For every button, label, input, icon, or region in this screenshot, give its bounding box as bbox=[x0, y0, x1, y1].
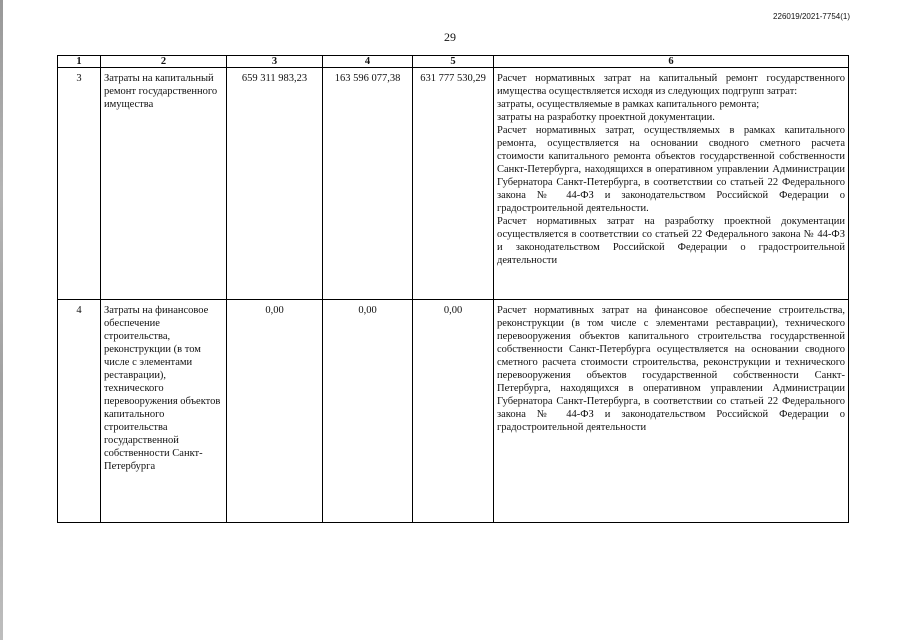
column-header: 5 bbox=[413, 56, 494, 68]
description-paragraph: затраты, осуществляемые в рамках капитального ремонта; bbox=[497, 99, 760, 110]
description-paragraph: затраты на разработку проектной документации. bbox=[497, 112, 715, 123]
value-col3: 0,00 bbox=[227, 300, 323, 523]
cost-table bbox=[57, 55, 849, 523]
description-paragraph: Расчет нормативных затрат, осуществляемых в рамках капитального ремонта, осуществляется на основании сводного сметного расчета стоимости капитального ремонта объектов государственной собственности Санкт-Петербурга, находящихся в оперативном управлении Администрации Губернатора Санкт-Петербурга, в соответствии со статьей 22 Федерального закона № 44-ФЗ и законодательством Российской Федерации о градостроительной деятельности. bbox=[497, 125, 845, 214]
table-row bbox=[58, 300, 849, 523]
value-col5: 631 777 530,29 bbox=[413, 68, 494, 300]
cost-name: Затраты на капитальный ремонт государственного имущества bbox=[101, 68, 227, 300]
column-header: 6 bbox=[494, 56, 849, 68]
description-paragraph: Расчет нормативных затрат на капитальный ремонт государственного имущества осуществляется исходя из следующих подгрупп затрат: bbox=[497, 73, 845, 97]
column-header: 4 bbox=[323, 56, 413, 68]
document-id: 226019/2021-7754(1) bbox=[773, 12, 850, 21]
value-col5: 0,00 bbox=[413, 300, 494, 523]
page-number: 29 bbox=[444, 30, 456, 44]
row-number: 3 bbox=[58, 68, 101, 300]
value-col3: 659 311 983,23 bbox=[227, 68, 323, 300]
scan-edge-shadow bbox=[0, 0, 3, 640]
calculation-description bbox=[494, 300, 849, 523]
column-header: 3 bbox=[227, 56, 323, 68]
header-row bbox=[58, 56, 849, 68]
column-header: 1 bbox=[58, 56, 101, 68]
value-col4: 163 596 077,38 bbox=[323, 68, 413, 300]
row-number: 4 bbox=[58, 300, 101, 523]
column-header: 2 bbox=[101, 56, 227, 68]
value-col4: 0,00 bbox=[323, 300, 413, 523]
description-paragraph: Расчет нормативных затрат на финансовое обеспечение строительства, реконструкции (в том числе с элементами реставрации), технического перевооружения объектов капитального строительства государственной собственности Санкт-Петербурга осуществляется на основании сводного сметного расчета стоимости строительства, реконструкции и технического перевооружения объектов государственной собственности Санкт-Петербурга, находящихся в оперативном управлении Администрации Губернатора Санкт-Петербурга, в соответствии со статьей 22 Федерального закона № 44-ФЗ и законодательством Российской Федерации о градостроительной деятельности bbox=[497, 305, 845, 433]
description-paragraph: Расчет нормативных затрат на разработку проектной документации осуществляется в соответствии со статьей 22 Федерального закона № 44-ФЗ и законодательством Российской Федерации о градостроительной деятельности bbox=[497, 216, 845, 266]
calculation-description bbox=[494, 68, 849, 300]
cost-name: Затраты на финансовое обеспечение строительства, реконструкции (в том числе с элементами реставрации), технического перевооружения объектов капитального строительства государственной собственности Санкт-Петербурга bbox=[101, 300, 227, 523]
table-row bbox=[58, 68, 849, 300]
